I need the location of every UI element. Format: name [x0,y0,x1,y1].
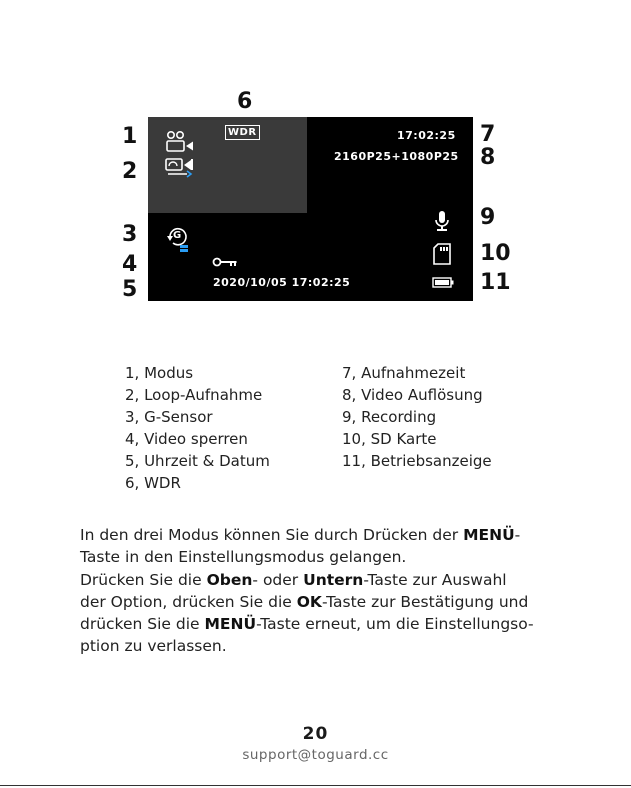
legend-item: 4, Video sperren [125,430,248,448]
legend-left [125,362,270,494]
paragraph-line: Drücken Sie die Oben- oder Untern-Taste zur Auswahl [80,570,507,589]
g-sensor-glyph: G [173,230,182,241]
legend-item: 9, Recording [342,408,437,426]
callout-3: 3 [122,222,138,247]
legend-item: 7, Aufnahmezeit [342,364,466,382]
callout-10: 10 [480,241,511,266]
callout-6: 6 [237,89,253,114]
microphone-icon [434,210,450,232]
paragraph-line: drücken Sie die MENÜ-Taste erneut, um die Einstellungso- [80,615,534,634]
paragraph-line: der Option, drücken Sie die OK-Taste zur Bestätigung und [80,592,529,611]
callout-8: 8 [480,145,496,170]
callout-2: 2 [122,159,138,184]
wdr-label: WDR [225,125,260,140]
callout-5: 5 [122,277,138,302]
video-resolution: 2160P25+1080P25 [334,150,459,163]
page-number: 20 [302,724,329,744]
callout-4: 4 [122,252,138,277]
legend-item: 11, Betriebsanzeige [342,452,492,470]
legend-item: 10, SD Karte [342,430,437,448]
legend-item: 2, Loop-Aufnahme [125,386,263,404]
camera-screen [148,117,473,301]
sd-card-icon [433,243,451,265]
legend-item: 6, WDR [125,474,181,492]
g-sensor-icon [166,227,192,255]
battery-icon [432,277,454,288]
camera-mode-icon [166,130,196,154]
legend-item: 1, Modus [125,364,194,382]
paragraph-line: Taste in den Einstellungsmodus gelangen. [80,548,407,567]
callout-1: 1 [122,124,138,149]
callout-11: 11 [480,270,511,295]
paragraph-line: In den drei Modus können Sie durch Drücken der MENÜ- [80,526,521,544]
lock-key-icon [212,256,238,268]
g-sensor-level [180,249,188,252]
bottom-divider [0,785,631,786]
date-time-stamp: 2020/10/05 17:02:25 [213,276,351,289]
legend-item: 8, Video Auflösung [342,386,483,404]
recording-time: 17:02:25 [397,129,456,142]
callout-7: 7 [480,122,496,147]
paragraph-line: ption zu verlassen. [80,637,227,656]
callout-9: 9 [480,205,496,230]
support-email[interactable]: support@toguard.cc [242,747,389,763]
legend-item: 3, G-Sensor [125,408,213,426]
g-sensor-level [180,245,188,248]
legend-right [342,362,492,472]
legend-item: 5, Uhrzeit & Datum [125,452,270,470]
instruction-paragraph [80,524,580,658]
loop-recording-icon [165,157,197,179]
